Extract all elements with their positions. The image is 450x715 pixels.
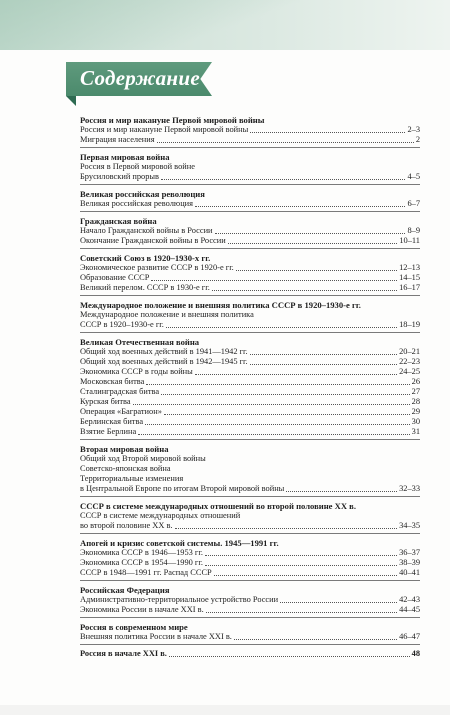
toc-section — [80, 252, 420, 296]
toc-entry[interactable] — [80, 125, 420, 135]
toc-section — [80, 500, 420, 534]
toc-entry[interactable] — [80, 427, 420, 437]
toc-entry[interactable] — [80, 407, 420, 417]
page-number: 29 — [411, 407, 420, 416]
entry-title: Московская битва — [80, 377, 145, 386]
dot-leader — [169, 656, 410, 657]
dot-leader — [146, 384, 409, 385]
table-of-contents — [80, 114, 420, 664]
page-number: 10–11 — [399, 236, 420, 245]
dot-leader — [212, 290, 397, 291]
entry-title: Экономика России в начале XXI в. — [80, 605, 204, 614]
toc-entry[interactable] — [80, 367, 420, 377]
toc-entry[interactable] — [80, 320, 420, 330]
entry-title: Внешняя политика России в начале XXI в. — [80, 632, 232, 641]
toc-section — [80, 114, 420, 148]
page-number: 40–41 — [399, 568, 420, 577]
toc-entry-list — [80, 310, 420, 330]
entry-title: Операция «Багратион» — [80, 407, 162, 416]
dot-leader — [164, 414, 410, 415]
toc-entry[interactable] — [80, 357, 420, 367]
dot-leader — [205, 555, 397, 556]
page-number: 24–25 — [399, 367, 420, 376]
title-ribbon — [66, 62, 212, 96]
dot-leader — [133, 404, 410, 405]
page-number: 27 — [411, 387, 420, 396]
page-number: 20–21 — [399, 347, 420, 356]
section-heading[interactable]: Великая Отечественная война — [80, 337, 200, 347]
entry-title: Общий ход военных действий в 1941—1942 гг. — [80, 347, 248, 356]
toc-entry[interactable] — [80, 558, 420, 568]
section-heading[interactable]: Международное положение и внешняя политика СССР в 1920–1930-е гг. — [80, 300, 361, 310]
toc-section — [80, 537, 420, 581]
section-heading[interactable]: Российская Федерация — [80, 585, 170, 595]
toc-entry[interactable] — [80, 283, 420, 293]
section-heading[interactable]: Великая российская революция — [80, 189, 205, 199]
entry-title: Международное положение и внешняя политика — [80, 310, 254, 319]
toc-entry[interactable] — [80, 548, 420, 558]
dot-leader — [250, 364, 397, 365]
toc-entry[interactable] — [80, 135, 420, 145]
dot-leader — [214, 575, 397, 576]
entry-title: Образование СССР — [80, 273, 150, 282]
toc-section — [80, 188, 420, 212]
dot-leader — [195, 206, 405, 207]
entry-title: Берлинская битва — [80, 417, 144, 426]
toc-entry-list — [80, 199, 420, 209]
entry-title: Миграция населения — [80, 135, 155, 144]
toc-entry[interactable] — [80, 172, 420, 182]
dot-leader — [206, 612, 397, 613]
dot-leader — [157, 142, 414, 143]
dot-leader — [195, 374, 397, 375]
entry-title: Начало Гражданской войны в России — [80, 226, 213, 235]
dot-leader — [205, 565, 397, 566]
toc-section — [80, 648, 420, 661]
page-number: 26 — [411, 377, 420, 386]
page-number: 36–37 — [399, 548, 420, 557]
header-band-shade — [0, 0, 300, 50]
toc-entry[interactable] — [80, 273, 420, 283]
toc-entry[interactable] — [80, 511, 420, 521]
dot-leader — [151, 280, 397, 281]
toc-entry[interactable] — [80, 397, 420, 407]
toc-entry-list — [80, 162, 420, 182]
entry-title: Экономика СССР в 1954—1990 гг. — [80, 558, 203, 567]
toc-entry-list — [80, 263, 420, 293]
entry-title: Экономика СССР в 1946—1953 гг. — [80, 548, 203, 557]
toc-entry[interactable] — [80, 377, 420, 387]
dot-leader — [166, 327, 397, 328]
toc-entry-list — [80, 125, 420, 145]
page-number: 32–33 — [399, 484, 420, 493]
entry-title: Курская битва — [80, 397, 131, 406]
toc-section — [80, 621, 420, 645]
entry-title: Россия и мир накануне Первой мировой войны — [80, 125, 249, 134]
dot-leader — [145, 424, 410, 425]
toc-entry-list — [80, 548, 420, 578]
section-heading[interactable]: Советский Союз в 1920–1930-х гг. — [80, 253, 211, 263]
entry-title: СССР в 1948—1991 гг. Распад СССР — [80, 568, 212, 577]
dot-leader — [286, 491, 397, 492]
page-number: 2 — [415, 135, 420, 144]
entry-title: во второй половине XX в. — [80, 521, 173, 530]
toc-entry[interactable] — [80, 226, 420, 236]
dot-leader — [161, 394, 410, 395]
toc-section — [80, 215, 420, 249]
toc-entry-list — [80, 595, 420, 615]
toc-entry[interactable] — [80, 263, 420, 273]
toc-section — [80, 336, 420, 440]
toc-entry[interactable] — [80, 387, 420, 397]
dot-leader — [250, 354, 397, 355]
page-number: 4–5 — [407, 172, 420, 181]
page-number: 18–19 — [399, 320, 420, 329]
entry-title: Сталинградская битва — [80, 387, 160, 396]
page-number: 31 — [411, 427, 420, 436]
toc-entry[interactable] — [80, 417, 420, 427]
section-heading[interactable]: Россия в начале XXI в. — [80, 649, 167, 658]
page-number: 42–43 — [399, 595, 420, 604]
toc-entry[interactable] — [80, 454, 420, 464]
entry-title: Брусиловский прорыв — [80, 172, 160, 181]
dot-leader — [138, 434, 409, 435]
section-heading[interactable]: СССР в системе международных отношений во второй половине XX в. — [80, 501, 356, 511]
page-number: 22–23 — [399, 357, 420, 366]
page-number: 12–13 — [399, 263, 420, 272]
toc-entry[interactable] — [80, 568, 420, 578]
entry-title: Советско-японская война — [80, 464, 171, 473]
section-heading[interactable]: Гражданская война — [80, 216, 157, 226]
dot-leader — [236, 270, 397, 271]
toc-entry-list — [80, 226, 420, 246]
section-heading[interactable]: Первая мировая война — [80, 152, 170, 162]
toc-entry[interactable] — [80, 484, 420, 494]
toc-entry-list — [80, 632, 420, 642]
toc-entry[interactable] — [80, 474, 420, 484]
dot-leader — [161, 179, 405, 180]
page-number: 8–9 — [407, 226, 420, 235]
toc-entry[interactable] — [80, 347, 420, 357]
dot-leader — [215, 233, 406, 234]
entry-title: Великая российская революция — [80, 199, 194, 208]
entry-title: Территориальные изменения — [80, 474, 184, 483]
toc-entry[interactable] — [80, 236, 420, 246]
entry-title: Взятие Берлина — [80, 427, 137, 436]
page-number: 38–39 — [399, 558, 420, 567]
title-ribbon-fold — [66, 96, 76, 106]
page-title: Содержание — [80, 66, 200, 90]
toc-entry-list — [80, 511, 420, 531]
entry-title: Окончание Гражданской войны в России — [80, 236, 226, 245]
section-heading[interactable]: Апогей и кризис советской системы. 1945—1991 гг. — [80, 538, 279, 548]
entry-title: Россия в Первой мировой войне — [80, 162, 195, 171]
section-heading[interactable]: Россия в современном мире — [80, 622, 188, 632]
page-number: 48 — [411, 649, 420, 658]
section-heading[interactable] — [80, 648, 420, 659]
page-number: 28 — [411, 397, 420, 406]
page-number: 30 — [411, 417, 420, 426]
dot-leader — [175, 528, 398, 529]
toc-section — [80, 443, 420, 497]
page-number: 6–7 — [407, 199, 420, 208]
toc-entry[interactable] — [80, 310, 420, 320]
dot-leader — [228, 243, 398, 244]
toc-entry[interactable] — [80, 199, 420, 209]
toc-entry[interactable] — [80, 605, 420, 615]
entry-title: СССР в системе международных отношений — [80, 511, 241, 520]
entry-title: Административно-территориальное устройство России — [80, 595, 279, 604]
page-number: 16–17 — [399, 283, 420, 292]
entry-title: Общий ход Второй мировой войны — [80, 454, 206, 463]
toc-entry[interactable] — [80, 521, 420, 531]
entry-title: Великий перелом. СССР в 1930-е гг. — [80, 283, 210, 292]
toc-entry-list — [80, 347, 420, 437]
page-number: 44–45 — [399, 605, 420, 614]
page-number: 46–47 — [399, 632, 420, 641]
dot-leader — [250, 132, 405, 133]
toc-section — [80, 299, 420, 333]
entry-title: Экономика СССР в годы войны — [80, 367, 193, 376]
entry-title: в Центральной Европе по итогам Второй мировой войны — [80, 484, 285, 493]
toc-entry[interactable] — [80, 595, 420, 605]
bottom-margin — [0, 705, 450, 715]
dot-leader — [234, 639, 397, 640]
entry-title: СССР в 1920–1930-е гг. — [80, 320, 164, 329]
page-number: 14–15 — [399, 273, 420, 282]
toc-entry[interactable] — [80, 162, 420, 172]
page-number: 34–35 — [399, 521, 420, 530]
section-heading[interactable]: Вторая мировая война — [80, 444, 169, 454]
page-number: 2–3 — [407, 125, 420, 134]
section-heading[interactable]: Россия и мир накануне Первой мировой войны — [80, 115, 265, 125]
toc-section — [80, 584, 420, 618]
toc-section — [80, 151, 420, 185]
entry-title: Экономическое развитие СССР в 1920-е гг. — [80, 263, 234, 272]
toc-entry[interactable] — [80, 632, 420, 642]
toc-entry[interactable] — [80, 464, 420, 474]
dot-leader — [280, 602, 397, 603]
toc-entry-list — [80, 454, 420, 494]
entry-title: Общий ход военных действий в 1942—1945 гг. — [80, 357, 248, 366]
